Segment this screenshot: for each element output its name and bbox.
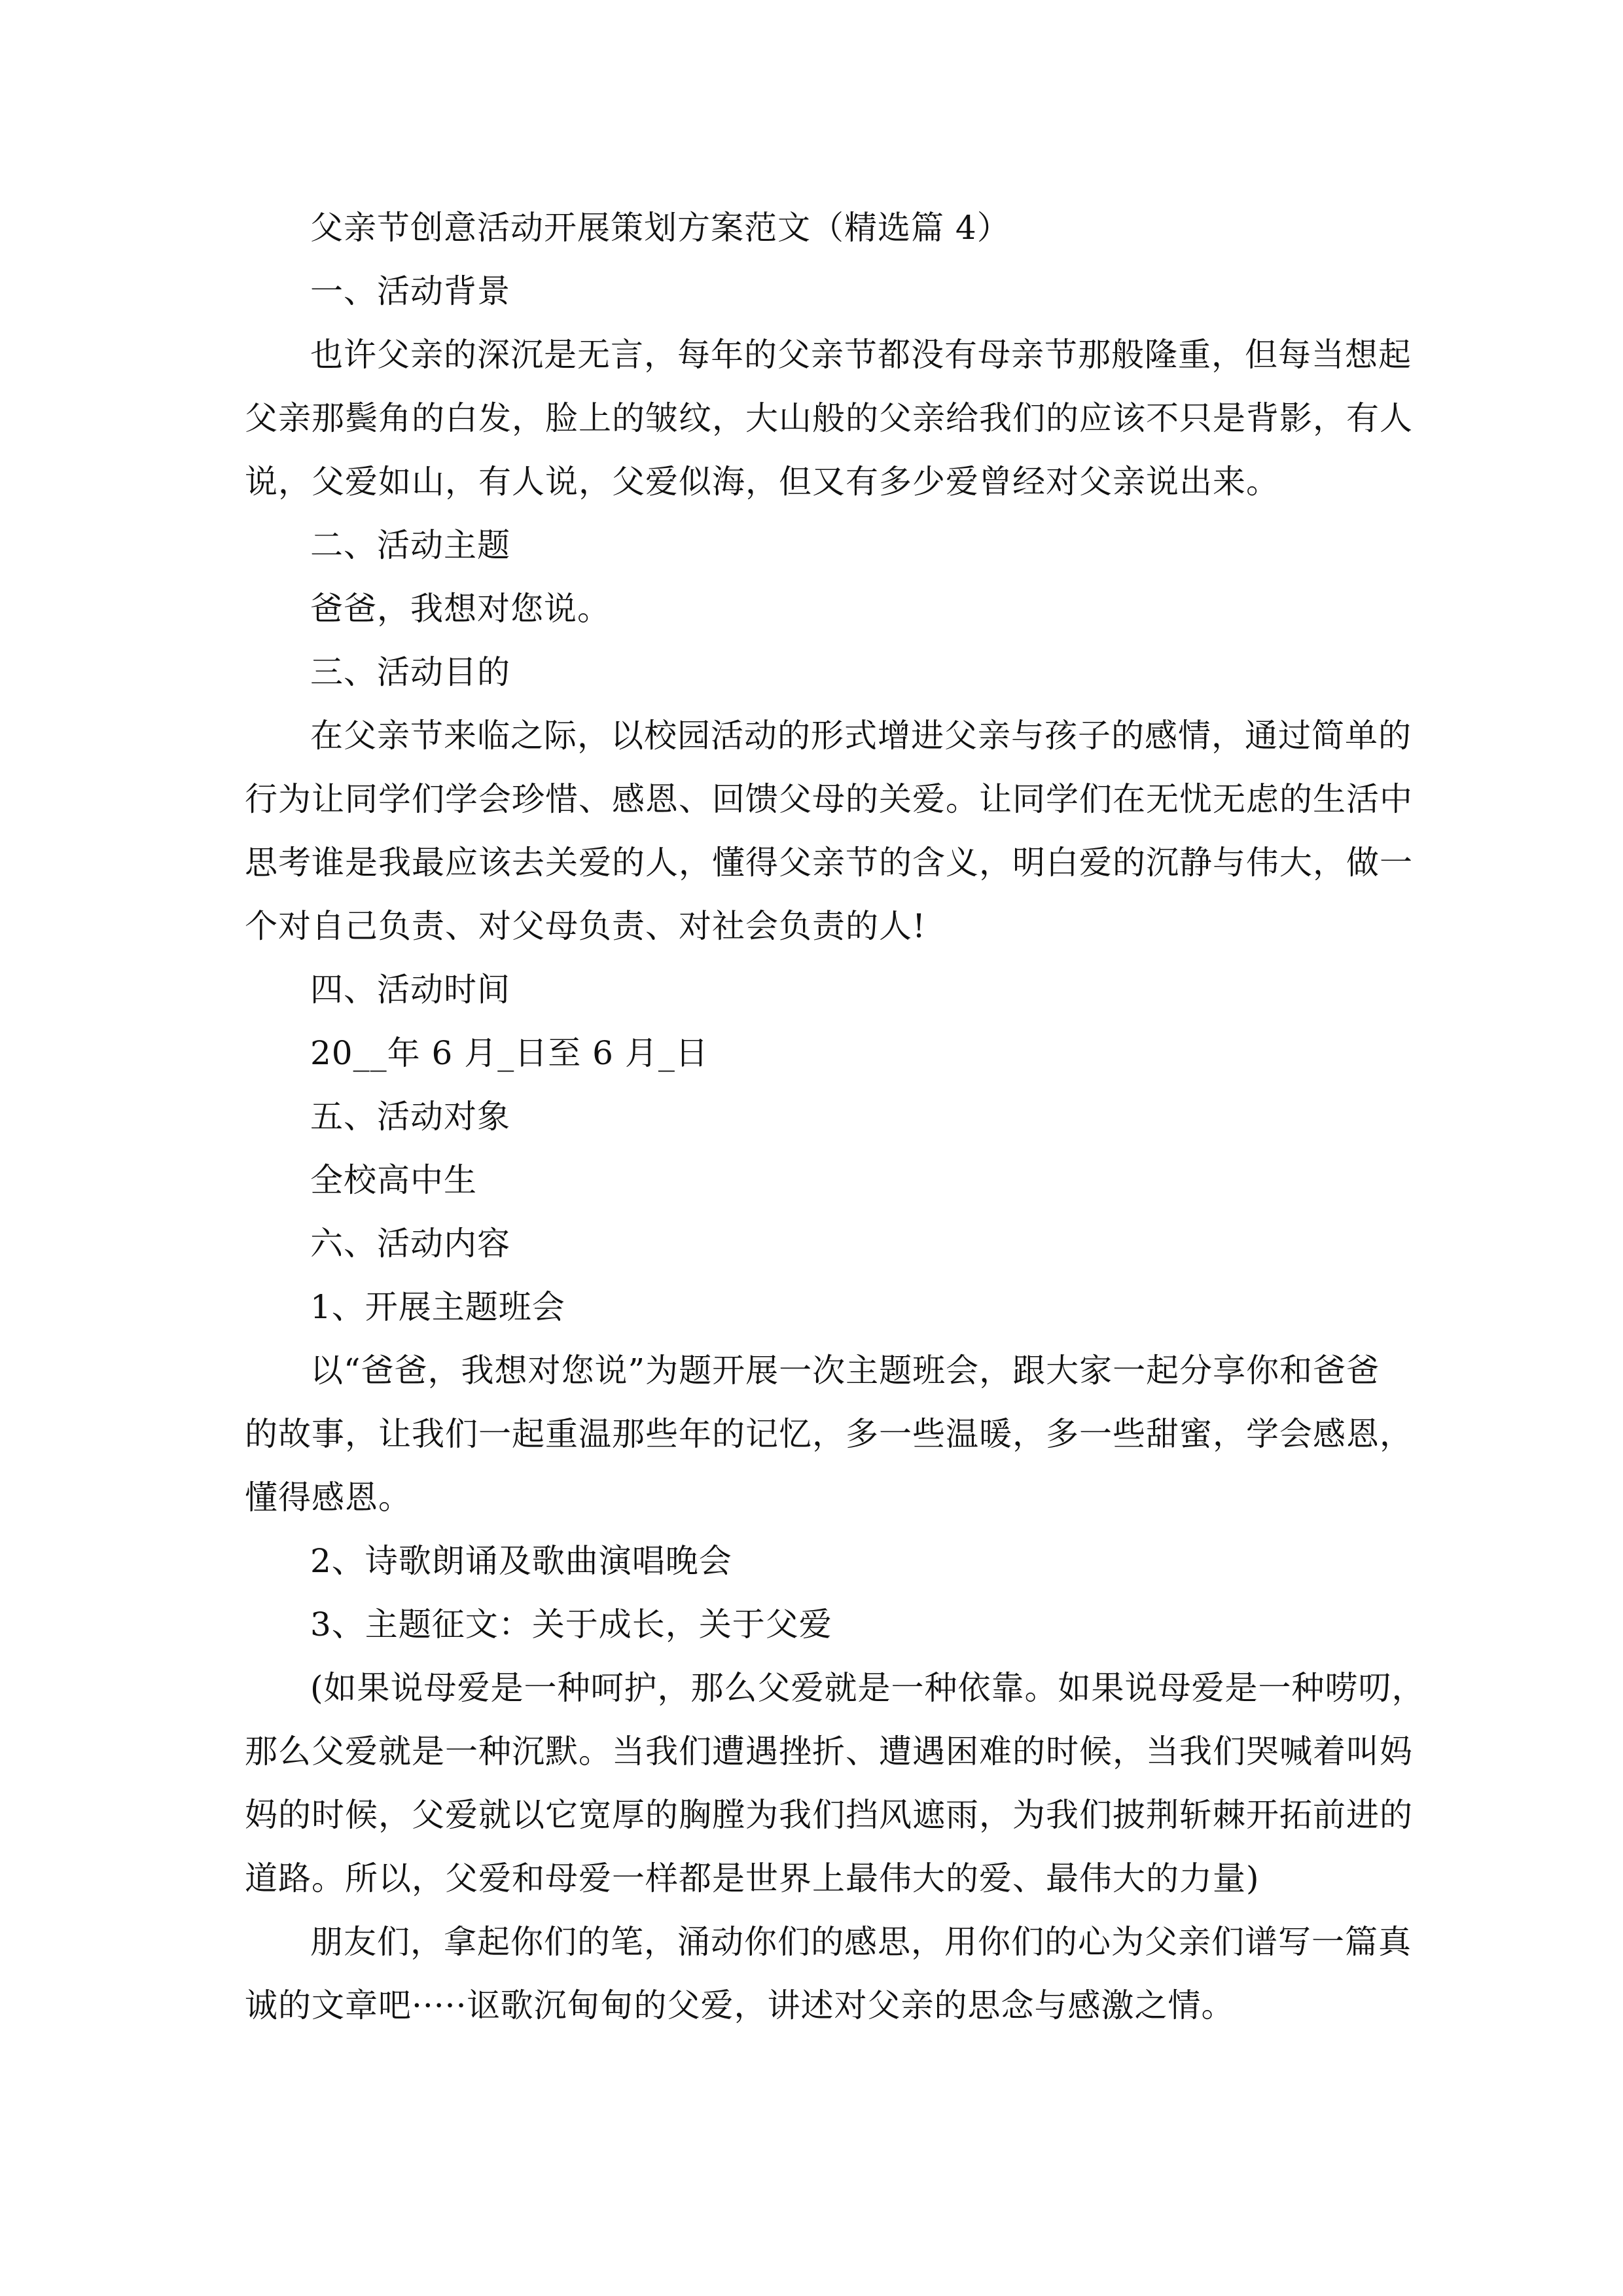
paragraph-line: 那么父爱就是一种沉默。当我们遭遇挫折、遭遇困难的时候，当我们哭喊着叫妈 — [245, 1732, 1413, 1770]
item-heading-poetry-evening: 2、诗歌朗诵及歌曲演唱晚会 — [310, 1542, 732, 1580]
item-heading-class-meeting: 1、开展主题班会 — [310, 1288, 565, 1326]
paragraph-line: 个对自己负责、对父母负责、对社会负责的人! — [245, 907, 927, 945]
section-heading-time: 四、活动时间 — [310, 971, 510, 1009]
paragraph-line: 说，父爱如山，有人说，父爱似海，但又有多少爱曾经对父亲说出来。 — [245, 463, 1279, 501]
paragraph-line: (如果说母爱是一种呵护，那么父爱就是一种依靠。如果说母爱是一种唠叨， — [310, 1669, 1425, 1707]
document-body — [245, 196, 1425, 2037]
paragraph-line: 朋友们，拿起你们的笔，涌动你们的感思，用你们的心为父亲们谱写一篇真 — [310, 1923, 1412, 1961]
section-heading-content: 六、活动内容 — [310, 1225, 510, 1263]
document-title: 父亲节创意活动开展策划方案范文（精选篇 4） — [310, 209, 1010, 247]
paragraph-line: 行为让同学们学会珍惜、感恩、回馈父母的关爱。让同学们在无忧无虑的生活中 — [245, 780, 1413, 818]
theme-text: 爸爸，我想对您说。 — [310, 590, 611, 628]
paragraph-line: 父亲那鬓角的白发，脸上的皱纹，大山般的父亲给我们的应该不只是背影，有人 — [245, 399, 1413, 437]
paragraph-line: 的故事，让我们一起重温那些年的记忆，多一些温暖，多一些甜蜜，学会感恩， — [245, 1415, 1413, 1453]
paragraph-line: 以“爸爸，我想对您说”为题开展一次主题班会，跟大家一起分享你和爸爸 — [310, 1352, 1380, 1390]
paragraph-line: 妈的时候，父爱就以它宽厚的胸膛为我们挡风遮雨，为我们披荆斩棘开拓前进的 — [245, 1796, 1413, 1834]
paragraph-line: 思考谁是我最应该去关爱的人，懂得父亲节的含义，明白爱的沉静与伟大，做一 — [245, 844, 1413, 882]
audience-text: 全校高中生 — [310, 1161, 477, 1199]
paragraph-line: 懂得感恩。 — [245, 1479, 412, 1516]
paragraph-line: 也许父亲的深沉是无言，每年的父亲节都没有母亲节那般隆重，但每当想起 — [310, 336, 1412, 374]
section-heading-theme: 二、活动主题 — [310, 526, 510, 564]
paragraph-line: 在父亲节来临之际，以校园活动的形式增进父亲与孩子的感情，通过简单的 — [310, 717, 1412, 755]
time-text: 20__年 6 月_日至 6 月_日 — [310, 1034, 709, 1072]
item-heading-essay: 3、主题征文：关于成长，关于父爱 — [310, 1605, 832, 1643]
section-heading-purpose: 三、活动目的 — [310, 653, 510, 691]
section-heading-background: 一、活动背景 — [310, 272, 510, 310]
paragraph-line: 诚的文章吧·····讴歌沉甸甸的父爱，讲述对父亲的思念与感激之情。 — [245, 1986, 1235, 2024]
section-heading-audience: 五、活动对象 — [310, 1098, 510, 1136]
paragraph-line: 道路。所以，父爱和母爱一样都是世界上最伟大的爱、最伟大的力量) — [245, 1859, 1260, 1897]
